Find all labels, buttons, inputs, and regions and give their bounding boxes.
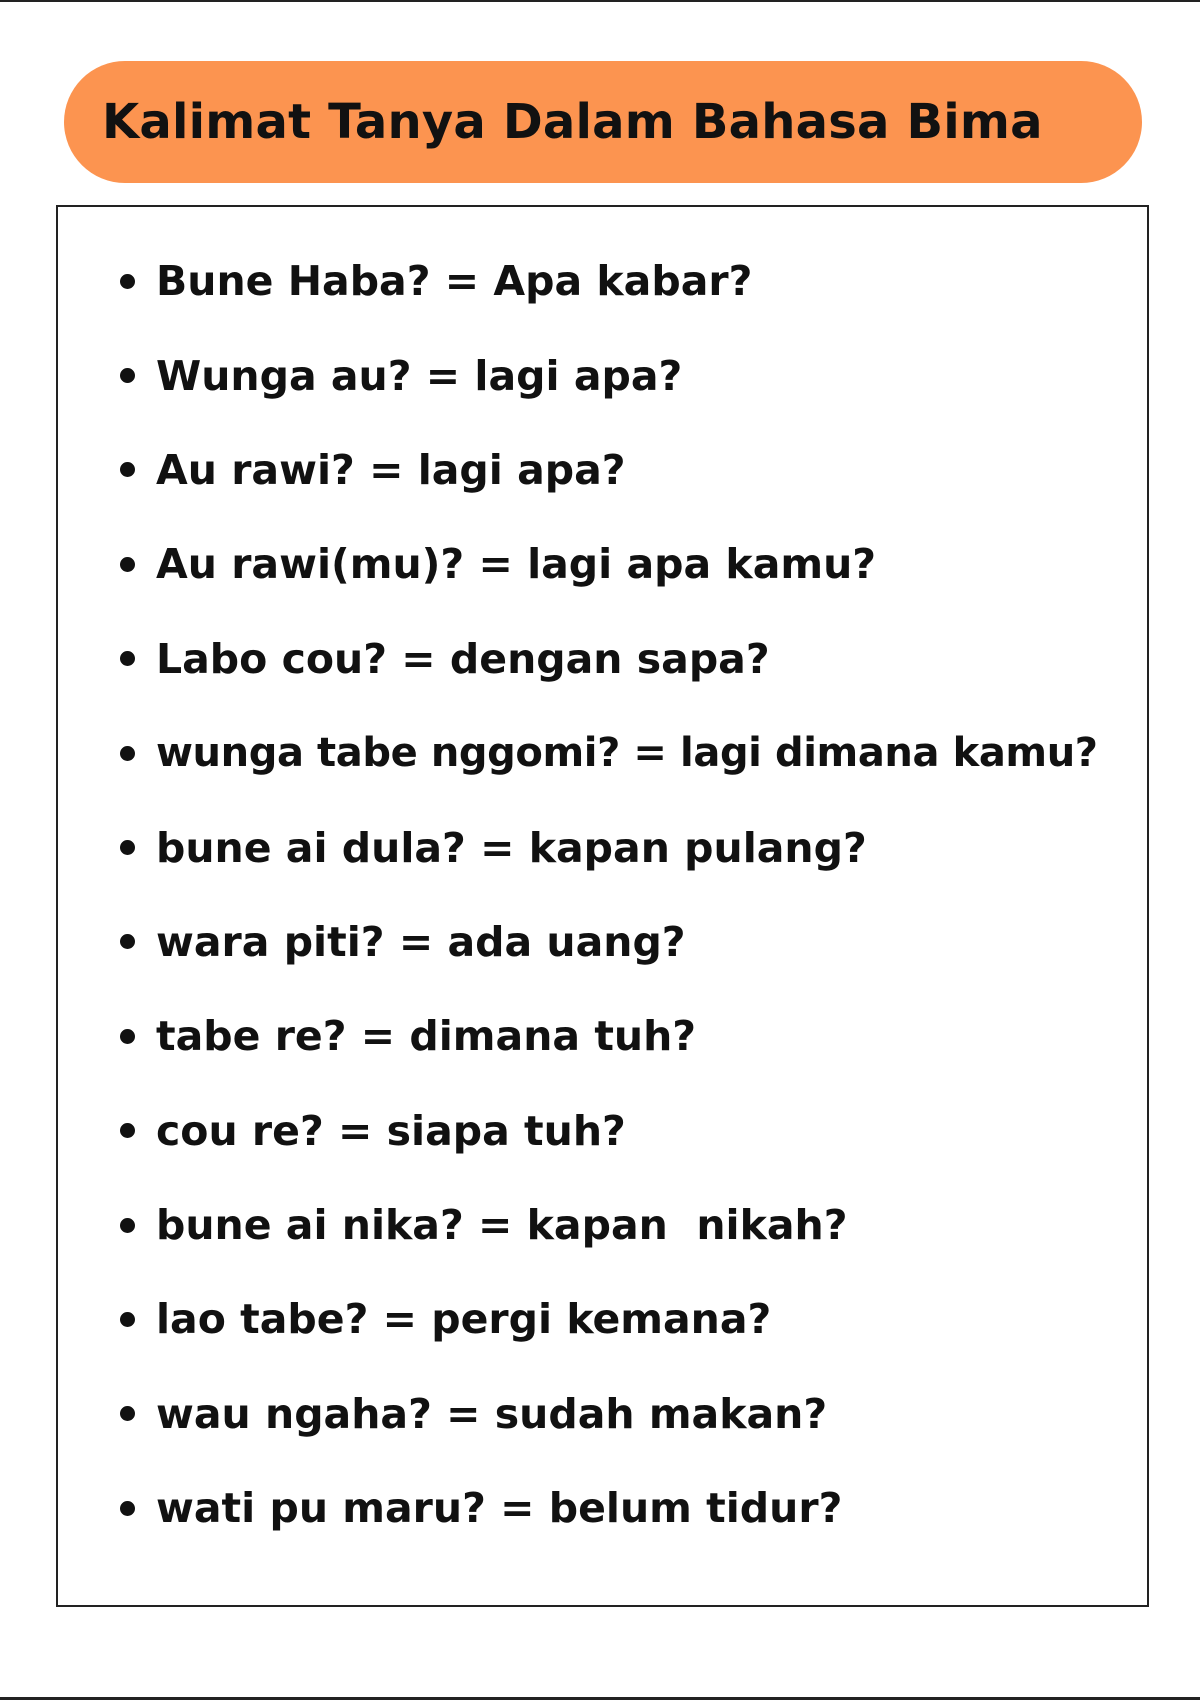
phrase-text: Au rawi? = lagi apa? bbox=[156, 445, 626, 494]
list-item bbox=[120, 1461, 1098, 1555]
list-item bbox=[120, 1084, 1098, 1178]
phrase-list bbox=[120, 234, 1098, 1555]
phrase-text: wau ngaha? = sudah makan? bbox=[156, 1389, 828, 1438]
phrase-text: Labo cou? = dengan sapa? bbox=[156, 634, 770, 683]
phrase-text: tabe re? = dimana tuh? bbox=[156, 1012, 697, 1061]
bullet-icon bbox=[120, 1312, 135, 1327]
list-item bbox=[120, 1178, 1098, 1272]
top-divider bbox=[0, 0, 1200, 2]
bullet-icon bbox=[120, 1406, 135, 1421]
list-item bbox=[120, 706, 1098, 800]
phrase-box bbox=[56, 205, 1149, 1607]
phrase-text: bune ai dula? = kapan pulang? bbox=[156, 823, 867, 872]
list-item bbox=[120, 517, 1098, 611]
bullet-icon bbox=[120, 746, 135, 761]
bullet-icon bbox=[120, 840, 135, 855]
list-item bbox=[120, 328, 1098, 422]
bullet-icon bbox=[120, 1029, 135, 1044]
bullet-icon bbox=[120, 651, 135, 666]
list-item bbox=[120, 800, 1098, 894]
list-item bbox=[120, 234, 1098, 328]
bullet-icon bbox=[120, 1501, 135, 1516]
bullet-icon bbox=[120, 368, 135, 383]
bullet-icon bbox=[120, 462, 135, 477]
title-banner bbox=[64, 61, 1142, 183]
phrase-text: bune ai nika? = kapan nikah? bbox=[156, 1201, 848, 1250]
list-item bbox=[120, 1272, 1098, 1366]
bullet-icon bbox=[120, 1123, 135, 1138]
bullet-icon bbox=[120, 557, 135, 572]
phrase-text: lao tabe? = pergi kemana? bbox=[156, 1295, 772, 1344]
list-item bbox=[120, 895, 1098, 989]
phrase-text: wati pu maru? = belum tidur? bbox=[156, 1484, 843, 1533]
phrase-text: wara piti? = ada uang? bbox=[156, 917, 686, 966]
bullet-icon bbox=[120, 1218, 135, 1233]
page-title: Kalimat Tanya Dalam Bahasa Bima bbox=[102, 94, 1043, 150]
phrase-text: cou re? = siapa tuh? bbox=[156, 1106, 626, 1155]
list-item bbox=[120, 612, 1098, 706]
bullet-icon bbox=[120, 274, 135, 289]
bullet-icon bbox=[120, 934, 135, 949]
phrase-text: Au rawi(mu)? = lagi apa kamu? bbox=[156, 540, 877, 589]
list-item bbox=[120, 423, 1098, 517]
list-item bbox=[120, 1367, 1098, 1461]
phrase-text: Wunga au? = lagi apa? bbox=[156, 351, 683, 400]
phrase-text: wunga tabe nggomi? = lagi dimana kamu? bbox=[156, 730, 1098, 777]
phrase-text: Bune Haba? = Apa kabar? bbox=[156, 257, 753, 306]
list-item bbox=[120, 989, 1098, 1083]
